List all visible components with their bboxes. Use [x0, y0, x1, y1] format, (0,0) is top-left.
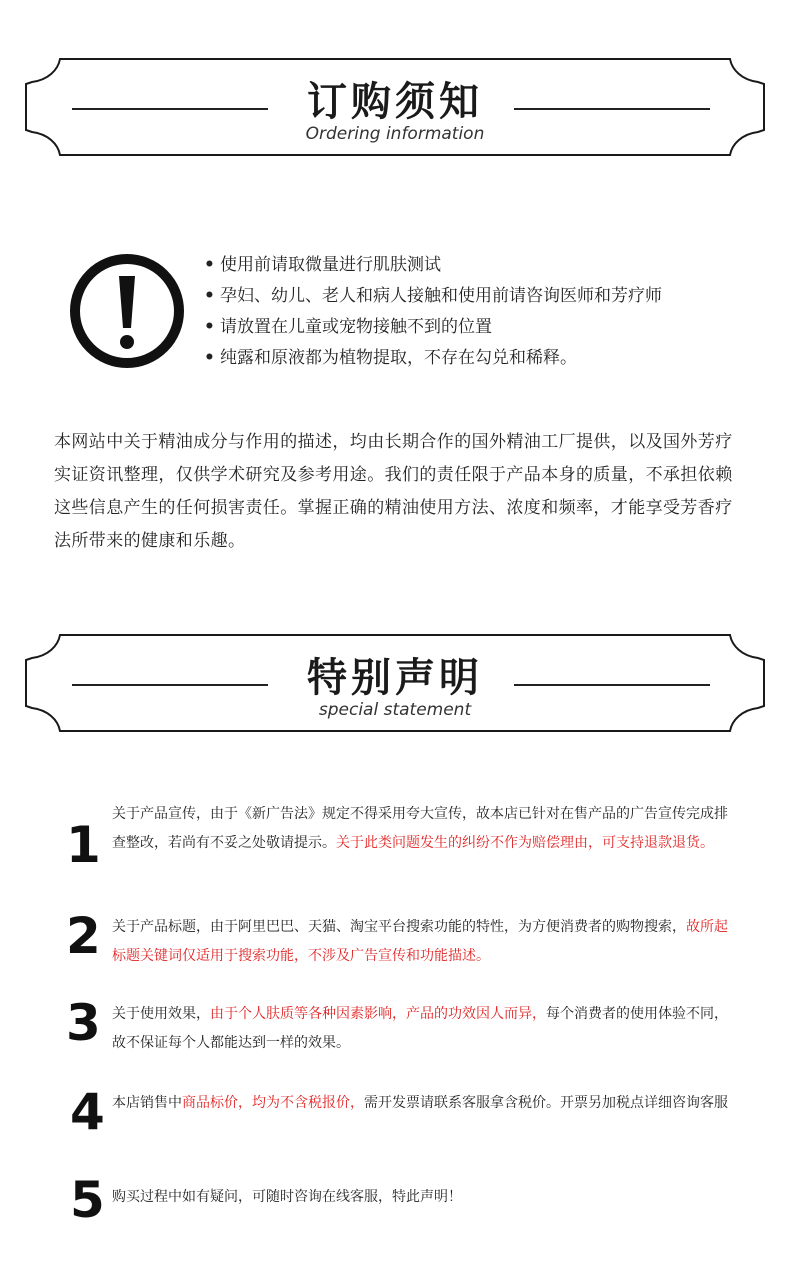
item-text-highlight: 商品标价，均为不含税报价，: [182, 1095, 364, 1111]
warning-item: [204, 343, 662, 374]
item-text: [112, 913, 740, 971]
item-text-plain: 关于产品宣传，由于《新广告法》规定不得采用夸大宣传，故本店已针对在售产品的广告宣传完成排查整改，若尚有不妥之处敬请提示。: [112, 806, 728, 851]
item-text: [112, 1000, 740, 1058]
ordering-banner: [20, 54, 770, 160]
warning-text: 请放置在儿童或宠物接触不到的位置: [220, 317, 492, 337]
statement-banner: [20, 630, 770, 736]
item-number: 4: [70, 1083, 105, 1141]
section-subtitle: special statement: [318, 700, 472, 720]
bullet: •: [204, 348, 215, 368]
item-text-plain: 本店销售中: [112, 1095, 182, 1111]
warning-item: [204, 312, 662, 343]
warning-text: 孕妇、幼儿、老人和病人接触和使用前请咨询医师和芳疗师: [220, 286, 662, 306]
item-text: [112, 1089, 740, 1118]
warning-item: [204, 281, 662, 312]
bullet: •: [204, 255, 215, 275]
disclaimer-paragraph: 本网站中关于精油成分与作用的描述，均由长期合作的国外精油工厂提供，以及国外芳疗实证资讯整理，仅供学术研究及参考用途。我们的责任限于产品本身的质量，不承担依赖这些信息产生的任何损害责任。掌握正确的精油使用方法、浓度和频率，才能享受芳香疗法所带来的健康和乐趣。: [54, 432, 733, 551]
item-text-highlight: 关于此类问题发生的纠纷不作为赔偿理由，可支持退款退货。: [336, 835, 714, 851]
item-text: [112, 1183, 740, 1212]
item-text-plain: 每个消费者的使用体验不同，故不保证每个人都能达到一样的效果。: [112, 1006, 728, 1051]
warning-list: [204, 250, 662, 374]
section-title: 订购须知: [307, 79, 483, 125]
item-number: 3: [66, 994, 101, 1052]
item-text: [112, 800, 740, 858]
item-text-plain: 需开发票请联系客服拿含税价。开票另加税点详细咨询客服: [364, 1095, 728, 1111]
exclamation-circle-icon: [68, 252, 186, 370]
warning-item: [204, 250, 662, 281]
warning-text: 使用前请取微量进行肌肤测试: [220, 255, 441, 275]
item-text-plain: 关于使用效果，: [112, 1006, 210, 1022]
item-number: 5: [70, 1171, 105, 1229]
item-number: 2: [66, 907, 101, 965]
item-text-plain: 关于产品标题，由于阿里巴巴、天猫、淘宝平台搜索功能的特性，为方便消费者的购物搜索，: [112, 919, 686, 935]
bullet: •: [204, 286, 215, 306]
item-text-highlight: 由于个人肤质等各种因素影响，产品的功效因人而异，: [210, 1006, 546, 1022]
warning-text: 纯露和原液都为植物提取，不存在勾兑和稀释。: [220, 348, 577, 368]
bullet: •: [204, 317, 215, 337]
item-text-plain: 购买过程中如有疑问，可随时咨询在线客服，特此声明！: [112, 1189, 462, 1205]
item-number: 1: [66, 816, 101, 874]
item-text-highlight: 故所起标题关键词仅适用于搜索功能，不涉及广告宣传和功能描述。: [112, 919, 728, 964]
section-subtitle: Ordering information: [305, 124, 485, 144]
section-title: 特别声明: [307, 655, 483, 701]
